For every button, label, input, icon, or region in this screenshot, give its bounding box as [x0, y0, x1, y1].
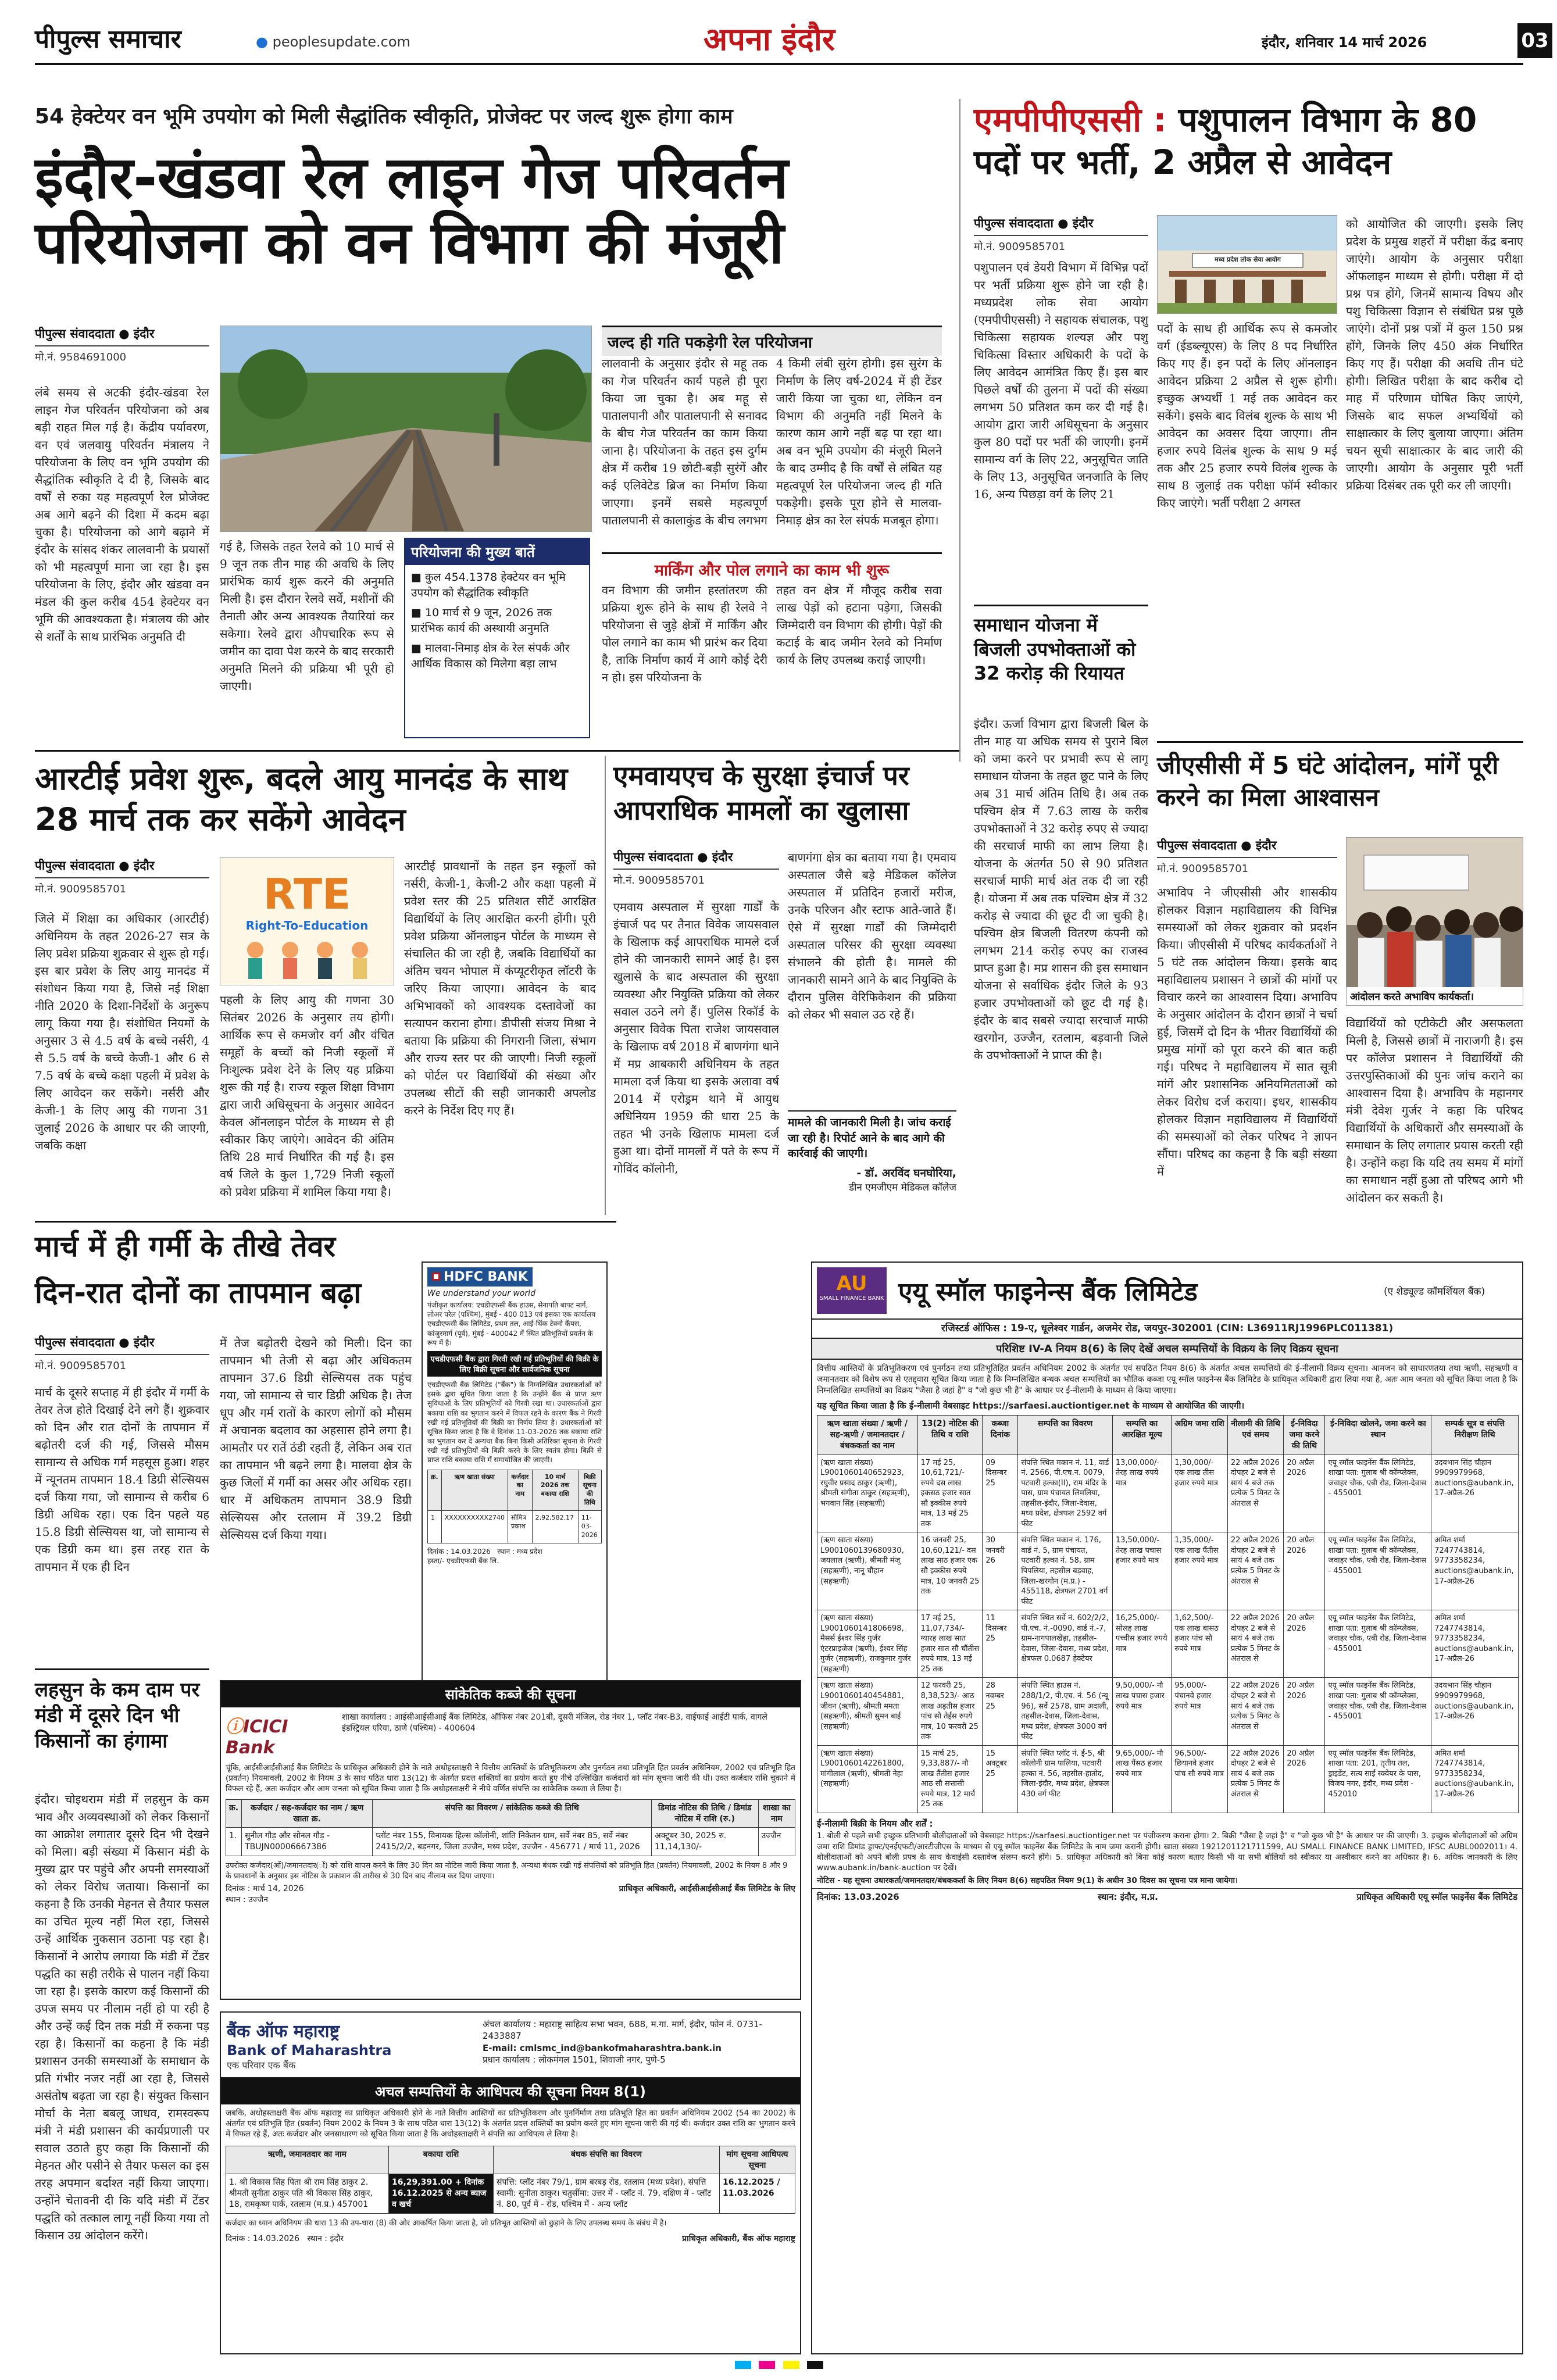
au-th: सम्पत्ति का आरक्षित मूल्य — [1112, 1415, 1172, 1455]
hdfc-title: एचडीएफसी बैंक द्वारा गिरवी रखी गई प्रतिभूतियों की बिक्री के लिए बिक्री सूचना और सार्वजनिक सूचना — [427, 1351, 602, 1377]
au-th: ई-निविदा खोलने, जमा करने का स्थान — [1325, 1415, 1431, 1455]
au-cell: अमित शर्मा 7247743814, 9773358234, auctions@aubank.in, 17-अप्रैल-26 — [1431, 1532, 1519, 1610]
au-logo-text: AU — [836, 1272, 867, 1295]
au-cell: 13,50,000/- तेरह लाख पचास हजार रुपये मात्र — [1112, 1532, 1172, 1610]
rail-col1: लंबे समय से अटकी इंदौर-खंडवा रेल लाइन गेज परिवर्तन परियोजना को अब बड़ी राहत मिल गई है। केंद्रीय पर्यावरण, वन एवं जलवायु परिवर्तन मंत्रालय ने परियोजना के लिए वन भूमि उपयोग की सैद्धांतिक स्वीकृति दे दी है, जिसके बाद वर्षों से रुका यह महत्वपूर्ण रेल प्रोजेक्ट अब आगे बढ़ने की दिशा में कदम बढ़ा चुका है। परियोजना को आगे बढ़ाने में इंदौर के सांसद शंकर लालवानी के प्रयासों को भी महत्वपूर्ण माना जा रहा है। इस परियोजना के लिए, इंदौर और खंडवा वन मंडल की कुल करीब 454 हेक्टेयर वन भूमि की आवश्यकता है। मंत्रालय की ओर से शर्तों के साथ प्रारंभिक अनुमति दी — [35, 385, 209, 644]
myh-byline-block — [613, 849, 779, 895]
rail-sub2-col1: वन विभाग की जमीन हस्तांतरण की प्रक्रिया शुरू होने के साथ ही रेलवे ने परियोजना से जुड़े क्षेत्रों में मार्किंग और पोल लगाने का काम भी प्रारंभ कर दिया है, ताकि निर्माण कार्य में आगे कोई देरी न हो। इस परियोजना के — [602, 583, 767, 684]
rail-sub2-title: मार्किंग और पोल लगाने का काम भी शुरू — [602, 552, 942, 585]
hdfc-body: एचडीएफसी बैंक लिमिटेड ("बैंक") के निम्नलिखित उधारकर्ताओं को इसके द्वारा सूचित किया जाता है कि उन्होंने बैंक से प्राप्त ऋण सुविधाओं के लिए प्रतिभूतियों को गिरवी रखा था। उधारकर्ताओं द्वारा बकाया राशि का भुगतान करने में विफल रहने के कारण बैंक ने गिरवी रखी गई प्रतिभूतियों की बिक्री का निर्णय लिया है। उधारकर्ताओं को सूचित किया जाता है कि वे दिनांक 11-03-2026 तक बकाया राशि का भुगतान कर दें अन्यथा बैंक बिना किसी अतिरिक्त सूचना के गिरवी रखी गई प्रतिभूतियों की बिक्री करने के लिए स्वतंत्र होगा। बिक्री से प्राप्त राशि बकाया राशि में समायोजित की जाएगी। — [427, 1380, 602, 1464]
rail-facts-box — [404, 538, 590, 738]
au-cell: 16 जनवरी 25, 10,60,121/- दस लाख साठ हजार एक सौ इक्कीस रुपये मात्र, 10 जनवरी 25 तक — [917, 1532, 983, 1610]
au-cell: (ऋण खाता संख्या) L9001060140652923, रघुवीर प्रसाद ठाकुर (ऋणी), श्रीमती संगीता ठाकुर (सहऋणी), भगवान सिंह (सहऋणी) — [817, 1455, 918, 1532]
samadhan-headline: समाधान योजना में बिजली उपभोक्ताओं को 32 करोड़ की रियायत — [974, 614, 1136, 685]
au-cell: 11 दिसम्बर 25 — [983, 1610, 1018, 1678]
hdfc-th: 10 मार्च 2026 तक बकाया राशि — [532, 1470, 578, 1510]
paper-name: पीपुल्स समाचार — [35, 24, 181, 54]
au-cell: 30 जनवरी 26 — [983, 1532, 1018, 1610]
bom-table — [226, 2146, 795, 2214]
au-cell: संपत्ति स्थित सर्वे नं. 602/2/2, पी.एच. नं.-0090, वार्ड नं.-7, ग्राम-नागपालखेड़ा, तहसील-देवास, जिला-देवास, मध्य प्रदेश, क्षेत्रफल 0.0687 हेक्टेयर — [1018, 1610, 1113, 1678]
au-cell: 22 अप्रैल 2026 दोपहर 2 बजे से सायं 4 बजे तक प्रत्येक 5 मिनट के अंतराल से — [1227, 1678, 1283, 1745]
bom-body: जबकि, अधोहस्ताक्षरी बैंक ऑफ महाराष्ट्र का प्राधिकृत अधिकारी होने के नाते वित्तीय आस्तियों का प्रतिभूतिकरण और पुनर्निर्माण तथा प्रतिभूति हित का प्रवर्तन अधिनियम 2002 (54 का 2002) के अंतर्गत एवं प्रतिभूति हित (प्रवर्तन) नियम 2002 के नियम 3 के साथ पठित धारा 13(12) के अंतर्गत प्रदत्त शक्तियों का प्रयोग करते हुए मांग सूचना जारी की गई थी। कर्जदार उक्त राशि का भुगतान करने में विफल रहे हैं, अतः कर्जदार और जनसाधारण को सूचित किया जाता है कि अधोहस्ताक्षरी ने संपत्ति का आधिपत्य ले लिया है। — [226, 2109, 795, 2139]
hdfc-th: ऋण खाता संख्या — [441, 1470, 508, 1510]
myh-col1: एमवाय अस्पताल में सुरक्षा गार्डों के इंचार्ज पद पर तैनात विवेक जायसवाल के खिलाफ कई आपराधिक मामले दर्ज होने की जानकारी सामने आई है। इस खुलासे के बाद अस्पताल की सुरक्षा व्यवस्था और नियुक्ति प्रक्रिया को लेकर सवाल उठने लगे हैं। पुलिस रिकॉर्ड के अनुसार विवेक पिता राजेश जायसवाल के खिलाफ वर्ष 2018 में बाणगंगा थाने में मप्र आबकारी अधिनियम के तहत मामला दर्ज किया था इसके अलावा वर्ष 2014 में एरोड्रम थाने में आयुध अधिनियम 1959 की धारा 25 के तहत भी उनके खिलाफ मामला दर्ज हुआ था। दोनों मामलों में पते के रूप में गोविंद कॉलोनी, — [613, 900, 779, 1175]
hdfc-tagline: We understand your world — [427, 1289, 535, 1298]
bom-th: बंधक संपत्ति का विवरण — [494, 2146, 720, 2174]
au-th: सम्पत्ति का विवरण — [1018, 1415, 1113, 1455]
heat-top-rule — [35, 1221, 616, 1223]
rail-headline: इंदौर-खंडवा रेल लाइन गेज परिवर्तन परियोजना को वन विभाग की मंजूरी — [35, 144, 788, 277]
au-sign: प्राधिकृत अधिकारी एयू स्मॉल फाइनेंस बैंक लिमिटेड — [1356, 1892, 1517, 1903]
hdfc-sign: हस्ता/- एचडीएफसी बैंक लि. — [427, 1556, 499, 1565]
au-cell: अमित शर्मा 7247743814, 9773358234, auctions@aubank.in, 17-अप्रैल-26 — [1431, 1745, 1519, 1813]
au-title: एयू स्मॉल फाइनेन्स बैंक लिमिटेड — [898, 1277, 1198, 1307]
heat-byline: पीपुल्स संवाददाता ● इंदौर — [35, 1334, 209, 1355]
au-cell: 20 अप्रैल 2026 — [1284, 1610, 1325, 1678]
table-row: 1. श्री विकास सिंह पिता श्री राम सिंह ठाकुर 2. श्रीमती सुनीता ठाकुर पति श्री विकास सिंह ठाकुर, 18, रामकृष्ण पार्क, रतलाम (म.प्र.) 457001 16,29,391.00 + दिनांक 16.12.2025 से अन्य ब्याज व खर्च संपत्ति: प्लॉट नंबर 79/1, ग्राम बरबड़ रोड, रतलाम (मध्य प्रदेश), संपत्ति स्वामी: सुनीता ठाकुर। चतुर्सीमा: उत्तर में - प्लॉट नं. 79, दक्षिण में - प्लॉट नं. 80, पूर्व में - रोड, पश्चिम में - अन्य प्लॉट 16.12.2025 / 11.03.2026 — [226, 2174, 795, 2214]
hdfc-th: बिक्री सूचना की तिथि — [578, 1470, 601, 1510]
au-cell: (ऋण खाता संख्या) L9001060141806698, मैसर्स ईश्वर सिंह गुर्जर एंटरप्राइजेज (ऋणी), ईश्वर सिंह गुर्जर (सहऋणी), राजकुमार गुर्जर (सहऋणी) — [817, 1610, 918, 1678]
icici-table — [226, 1799, 795, 1857]
rail-byline: पीपुल्स संवाददाता ● इंदौर — [35, 326, 209, 346]
heat-col1: मार्च के दूसरे सप्ताह में ही इंदौर में गर्मी के तेवर तेज होते दिखाई देने लगे हैं। शुक्रवार को दिन और रात दोनों के तापमान में बढ़ोतरी दर्ज की गई, जिससे मौसम सामान्य से अधिक गर्म महसूस हुआ। शहर में न्यूनतम तापमान 18.4 डिग्री सेल्सियस दर्ज किया गया, जो सामान्य से करीब 6 डिग्री अधिक रहा। एक दिन पहले यह 15.8 डिग्री सेल्सियस था, जो सामान्य से एक डिग्री कम था। इस तरह रात के तापमान में एक ही दिन — [35, 1385, 209, 1574]
au-cell: उदयभान सिंह चौहान 9909979968, auctions@aubank.in, 17-अप्रैल-26 — [1431, 1455, 1519, 1532]
au-intro: वित्तीय आस्तियों के प्रतिभूतिकरण एवं पुनर्गठन तथा प्रतिभूतिहित प्रवर्तन अधिनियम 2002 के अंतर्गत एवं सपठित नियम 8(6) के अंतर्गत अचल सम्पत्तियों की ई-नीलामी विक्रय सूचना। आमजन को साधारणतया तथा ऋणी, सहऋणी व जमानतदार को विशेष रूप से एतद्द्वारा सूचित किया जाता है कि निम्नलिखित बन्धक अचल सम्पत्तियों का भौतिक कब्जा एयू स्मॉल फाइनेन्स बैंक लिमिटेड के प्राधिकृत अधिकारी द्वारा लिया गया है, अतः आम जनता को सूचित किया जाता है कि निम्नलिखित सम्पत्तियों का विक्रय "जैसा है जहां है" व "जो कुछ भी है" के आधार पर ई-नीलामी के माध्यम से किया जाएगा। — [817, 1363, 1517, 1395]
au-cell: (ऋण खाता संख्या) L9001060139680930, जयलाल (ऋणी), श्रीमती मंजू (सहऋणी), नानू चौहान (सहऋणी) — [817, 1532, 918, 1610]
gsits-byline: पीपुल्स संवाददाता ● इंदौर — [1157, 837, 1337, 858]
table-row — [817, 1610, 1519, 1678]
icici-i-icon: ⓘ — [226, 1717, 243, 1737]
au-place: स्थान: इंदौर, म.प्र. — [1098, 1892, 1158, 1903]
hdfc-office: पंजीकृत कार्यालय: एचडीएफसी बैंक हाउस, सेनापति बापट मार्ग, लोअर परेल (पश्चिम), मुंबई - 400 013 एवं इसका एक कार्यालय एचडीएफसी बैंक लिमिटेड, प्रथम तल, आई-थिंक टेक्नो कैंपस, कांजुरमार्ग (पूर्व), मुंबई - 400042 में स्थित प्रतिभूतियों प्रवर्तन के रूप में है। — [427, 1301, 596, 1347]
gsits-headline: जीएसीसी में 5 घंटे आंदोलन, मांगें पूरी करने का मिला आश्वासन — [1157, 751, 1499, 812]
icici-branch: शाखा कार्यालय : आईसीआईसीआई बैंक लिमिटेड, ऑफिस नंबर 201बी, दूसरी मंजिल, रोड नंबर 1, प्लॉट नंबर-B3, वाईफाई आईटी पार्क, वागले इंडस्ट्रियल एरिया, ठाणे (पश्चिम) - 400604 — [342, 1713, 767, 1733]
au-cell: 15 मार्च 25, 9,33,887/- नौ लाख तैंतीस हजार आठ सौ सत्तासी रुपये मात्र, 12 मार्च 25 तक — [917, 1745, 983, 1813]
magenta-swatch — [759, 2361, 775, 2369]
rail-sub2-col2: तहत वन क्षेत्र में मौजूद करीब सवा लाख पेड़ों को हटाना पड़ेगा, जिसकी जिम्मेदारी वन विभाग की होगी। पेड़ों की कटाई के बाद जमीन रेलवे को निर्माण कार्य के लिए उपलब्ध कराई जाएगी। — [776, 583, 942, 667]
au-warning: नोटिस - यह सूचना उधारकर्ता/जमानतदार/बंधककर्ता के लिए नियम 8(6) सहपठित नियम 9(1) के अधीन 30 दिवस का सूचना पत्र माना जायेगा। — [817, 1876, 1238, 1886]
heat-headline-2: दिन-रात दोनों का तापमान बढ़ा — [35, 1276, 362, 1310]
print-color-strip — [35, 2360, 1523, 2372]
table-row — [817, 1532, 1519, 1610]
au-th: ई-निविदा जमा करने की तिथि — [1284, 1415, 1325, 1455]
au-cell: 95,000/- पंचानवे हजार रुपये मात्र — [1172, 1678, 1227, 1745]
hdfc-date: दिनांक : 14.03.2026 — [427, 1547, 491, 1556]
hdfc-place: स्थान : मध्य प्रदेश — [497, 1547, 542, 1556]
icici-logo — [226, 1712, 342, 1758]
au-cell: 96,500/- छियानवे हजार पांच सौ रुपये मात्र — [1172, 1745, 1227, 1813]
au-regd: रजिस्टर्ड ऑफिस : 19-ए, धूलेश्वर गार्डन, अजमेर रोड, जयपुर-302001 (CIN: L36911RJ1996PLC011381) — [941, 1323, 1394, 1334]
au-cell: 20 अप्रैल 2026 — [1284, 1532, 1325, 1610]
au-cell: 15 अक्टूबर 25 — [983, 1745, 1018, 1813]
heat-headline-1: मार्च में ही गर्मी के तीखे तेवर — [35, 1230, 335, 1263]
mppsc-byline-block — [974, 215, 1148, 262]
icici-note: उपरोक्त कर्जदार(ओं)/जमानतदार(ों) को राशि वापस करने के लिए 30 दिन का नोटिस जारी किया जाता है, अन्यथा बंधक रखी गई संपत्तियों को प्रतिभूति हित (प्रवर्तन) नियमावली, 2002 के नियम 8 और 9 के प्रावधानों के अनुसार इस नोटिस के प्रकाशन की तारीख से 30 दिन बाद नीलाम कर दिया जाएगा। — [226, 1861, 788, 1881]
cyan-swatch — [735, 2361, 751, 2369]
icici-footer — [221, 1881, 800, 1908]
website-text: peoplesupdate.com — [272, 34, 410, 50]
mppsc-col2: पदों के साथ ही आर्थिक रूप से कमजोर वर्ग (ईडब्ल्यूएस) के लिए 8 पद निर्धारित किए गए हैं। इन पदों के लिए ऑनलाइन आवेदन प्रक्रिया 2 अप्रैल से शुरू होगी। इच्छुक अभ्यर्थी 1 मई तक आवेदन कर सकेंगे। इसके बाद विलंब शुल्क के साथ भी आवेदन का अवसर दिया जाएगा। तीन हजार रुपये विलंब शुल्क के साथ 9 मई तक और 25 हजार रुपये विलंब शुल्क के साथ 8 जुलाई तक परीक्षा फॉर्म स्वीकार किए जाएंगे। भर्ती परीक्षा 2 अगस्त — [1157, 321, 1337, 510]
column-divider — [959, 99, 960, 762]
bom-tag: एक परिवार एक बैंक — [227, 2060, 296, 2071]
hdfc-th: क्र. — [428, 1470, 442, 1510]
garlic-top-rule — [35, 1668, 209, 1670]
children-icon — [220, 932, 394, 985]
au-cell: 9,65,000/- नौ लाख पैंसठ हजार रुपये मात्र — [1112, 1745, 1172, 1813]
au-cell: 1,30,000/- एक लाख तीस हजार रुपये मात्र — [1172, 1455, 1227, 1532]
au-cell: 20 अप्रैल 2026 — [1284, 1745, 1325, 1813]
icici-date: दिनांक : मार्च 14, 2026 — [226, 1884, 304, 1894]
rail-facts-title: परियोजना की मुख्य बातें — [405, 539, 589, 565]
rte-col2: आरटीई प्रावधानों के तहत इन स्कूलों को नर्सरी, केजी-1, केजी-2 और कक्षा पहली में प्रवेश स्तर की 25 प्रतिशत सीटें आरक्षित विद्यार्थियों के लिए आरक्षित करनी होंगी। पूरी प्रवेश प्रक्रिया ऑनलाइन पोर्टल के माध्यम से संचालित की जा रही है, जबकि विद्यार्थियों का अंतिम चयन भोपाल में कंप्यूटरीकृत लॉटरी के जरिए किया जाएगा। आवेदन के बाद अभिभावकों को आवश्यक दस्तावेजों का सत्यापन कराना होगा। डीपीसी संजय मिश्रा ने बताया कि प्रक्रिया की निगरानी जिला, संभाग और राज्य स्तर पर की जाएगी। निजी स्कूलों को पोर्टल पर विद्यार्थियों की संख्या और उपलब्ध सीटों की सही जानकारी अपलोड करने के निर्देश दिए गए हैं। — [404, 859, 596, 1117]
au-footer — [812, 1888, 1522, 1905]
mppsc-headline-red: एमपीपीएससी : — [974, 100, 1167, 140]
au-cell: (ऋण खाता संख्या) L9001060140454881, जीवन (ऋणी), श्रीमती ममता (सहऋणी), श्रीमती सुमन बाई (सहऋणी) — [817, 1678, 918, 1745]
au-cell: 16,25,000/- सोलह लाख पच्चीस हजार रुपये मात्र — [1112, 1610, 1172, 1678]
au-cell: 20 अप्रैल 2026 — [1284, 1455, 1325, 1532]
au-th: नीलामी की तिथि एवं समय — [1227, 1415, 1283, 1455]
table-row: 1 XXXXXXXXXX2740 सौमित्र प्रकाश 2,92,582.17 11-03-2026 — [428, 1511, 602, 1543]
au-terms-title: ई-नीलामी बिक्री के नियम और शर्तें : — [817, 1818, 933, 1829]
au-logo-sub: SMALL FINANCE BANK — [819, 1295, 884, 1302]
myh-quote-by: - डॉ. अरविंद घनघोरिया, — [856, 1166, 956, 1180]
yellow-swatch — [783, 2361, 799, 2369]
masthead — [35, 19, 1549, 65]
mppsc-headline-text: पशुपालन विभाग के 80 पदों पर भर्ती, 2 अप्रैल से आवेदन — [974, 100, 1477, 182]
mppsc-headline — [974, 99, 1526, 183]
au-th: ऋण खाता संख्या / ऋणी / सह-ऋणी / जमानतदार / बंधककर्ता का नाम — [817, 1415, 918, 1455]
au-cell: 20 अप्रैल 2026 — [1284, 1678, 1325, 1745]
gsits-top-rule — [1157, 741, 1523, 743]
rte-logo-image — [220, 857, 394, 985]
au-cell: 22 अप्रैल 2026 दोपहर 2 बजे से सायं 4 बजे तक प्रत्येक 5 मिनट के अंतराल से — [1227, 1610, 1283, 1678]
bom-date: दिनांक : 14.03.2026 — [226, 2234, 299, 2243]
rail-sub1-title: जल्द ही गति पकड़ेगी रेल परियोजना — [602, 326, 942, 356]
au-cell: 17 मई 25, 11,07,734/- ग्यारह लाख सात हजार सात सौ चौंतीस रुपये मात्र, 13 मई 25 तक — [917, 1610, 983, 1678]
rail-byline-block — [35, 326, 209, 372]
gsits-col1: अभाविप ने जीएसीसी और शासकीय होलकर विज्ञान महाविद्यालय की विभिन्न समस्याओं को लेकर शुक्रवार को प्रदर्शन किया। जीएसीसी में परिषद कार्यकर्ताओं ने 5 घंटे तक आंदोलन किया। इसके बाद महाविद्यालय प्रशासन ने छात्रों की मांगों पर विचार करने का आश्वासन दिया। अभाविप के अनुसार आंदोलन के दौरान छात्रों ने चर्चा हुई, जिसमें दो दिन के भीतर विद्यार्थियों की प्रमुख मांगों को पूरा करने की बात कही गई। परिषद ने महाविद्यालय में सात सूत्री मांगें और प्रशासनिक अनियमितताओं को लेकर विरोध दर्ज कराया। इधर, शासकीय होलकर विज्ञान महाविद्यालय में विद्यार्थियों की समस्याओं को लेकर परिषद ने ज्ञापन सौंपा। परिषद का कहना है कि बड़ी संख्या में — [1157, 885, 1337, 1178]
au-date: दिनांक: 13.03.2026 — [817, 1892, 899, 1903]
bom-footer — [221, 2231, 800, 2247]
samadhan-body: इंदौर। ऊर्जा विभाग द्वारा बिजली बिल के तीन माह या अधिक समय से पुराने बिल को जमा करने पर प्रभावी रूप से लागू समाधान योजना के तहत छूट पाने के लिए अब 31 मार्च अंतिम तिथि है। अब तक पश्चिम क्षेत्र में 7.63 लाख के करीब उपभोक्ताओं ने 32 करोड़ रुपए से ज्यादा की सरचार्ज माफी का लाभ लिया है। योजना के अंतर्गत 50 से 90 प्रतिशत सरचार्ज माफी मार्च अंत तक दी जा रही है। योजना में अब तक पश्चिम क्षेत्र में 32 करोड़ से ज्यादा की छूट दी जा चुकी है। पश्चिम क्षेत्र बिजली वितरण कंपनी को लगभग 214 करोड़ रुपए का राजस्व प्राप्त हुआ है। मप्र शासन की इस समाधान योजना से सर्वाधिक इंदौर जिले के 93 हजार उपभोक्ताओं को छूट दी गई है। इंदौर के बाद सबसे ज्यादा सरचार्ज माफी खरगोन, उज्जैन, रतलाम, बड़वानी जिले के उपभोक्ताओं ने प्राप्त की है। — [974, 717, 1148, 1062]
rte-byline-block — [35, 857, 209, 904]
icici-th: संपत्ति का विवरण / सांकेतिक कब्जे की तिथि — [373, 1799, 652, 1828]
dateline: इंदौर, शनिवार 14 मार्च 2026 — [1262, 34, 1427, 51]
au-cell: अमित शर्मा 7247743814, 9773358234, auctions@aubank.in, 17-अप्रैल-26 — [1431, 1610, 1519, 1678]
bom-note: कर्जदार का ध्यान अधिनियम की धारा 13 की उप-धारा (8) की ओर आकर्षित किया जाता है, जो प्रतिभूत आस्तियों को छुड़ाने के लिए उपलब्ध समय के संबंध में है। — [226, 2219, 667, 2228]
bom-head: प्रधान कार्यालय : लोकमंगल 1501, शिवाजी नगर, पुणे-5 — [483, 2054, 666, 2065]
rte-mobile: मो.नं. 9009585701 — [35, 883, 127, 895]
bom-logo — [221, 2013, 477, 2077]
icici-th: शाखा का नाम — [758, 1799, 795, 1828]
table-row — [817, 1455, 1519, 1532]
myh-headline: एमवायएच के सुरक्षा इंचार्ज पर आपराधिक मामलों का खुलासा — [613, 760, 909, 826]
icici-th: डिमांड नोटिस की तिथि / डिमांड नोटिस में राशि (रु.) — [652, 1799, 759, 1828]
mppsc-mobile: मो.नं. 9009585701 — [974, 241, 1066, 253]
bom-email: E-mail: cmlsmc_ind@bankofmaharashtra.bank.in — [483, 2042, 722, 2053]
mppsc-photo-sign: मध्य प्रदेश लोक सेवा आयोग — [1215, 256, 1281, 263]
rte-col1-bottom: पहली के लिए आयु की गणना 30 सितंबर 2026 के अनुसार तय होगी। आर्थिक रूप से कमजोर वर्ग और वंचित समूहों के बच्चों को निजी स्कूलों में निःशुल्क प्रवेश देने के लिए यह प्रक्रिया शुरू की गई है। राज्य स्कूल शिक्षा विभाग द्वारा जारी अधिसूचना के अनुसार आवेदन केवल ऑनलाइन पोर्टल के माध्यम से ही स्वीकार किए जाएंगे। आवेदन की अंतिम तिथि 28 मार्च निर्धारित की गई है। इस वर्ष जिले के कुल 1,729 निजी स्कूलों को प्रवेश प्रक्रिया में शामिल किया गया है। — [220, 993, 394, 1199]
myh-quote: मामले की जानकारी मिली है। जांच कराई जा रही है। रिपोर्ट आने के बाद आगे की कार्रवाई की जाएगी। — [788, 1116, 951, 1160]
myh-quote-box — [788, 1110, 956, 1212]
heat-byline-block — [35, 1334, 209, 1381]
mppsc-col1: पशुपालन एवं डेयरी विभाग में विभिन्न पदों पर भर्ती प्रक्रिया शुरू होने जा रही है। मध्यप्रदेश लोक सेवा आयोग (एमपीपीएससी) ने सहायक संचालक, पशु चिकित्सा सहायक शल्यज्ञ और पशु चिकित्सा विस्तार अधिकारी के पदों के लिए आवेदन आमंत्रित किए हैं। इस बार पिछले वर्षों की तुलना में पदों की संख्या लगभग 50 प्रतिशत कम कर दी गई है। आयोग द्वारा जारी अधिसूचना के अनुसार कुल 80 पदों पर भर्ती की जाएगी। इनमें सामान्य वर्ग के लिए 22, अनुसूचित जाति के लिए 13, अनुसूचित जनजाति के लिए 16, अन्य पिछड़ा वर्ग के लिए 21 — [974, 260, 1148, 501]
website-link[interactable] — [256, 34, 410, 50]
mppsc-byline: पीपुल्स संवाददाता ● इंदौर — [974, 215, 1148, 236]
au-th: कब्जा दिनांक — [983, 1415, 1018, 1455]
bom-th: बकाया राशि — [389, 2146, 494, 2174]
myh-mobile: मो.नं. 9009585701 — [613, 874, 705, 887]
bom-th: ऋणी, जमानतदार का नाम — [226, 2146, 389, 2174]
au-cell: एयू स्मॉल फाइनेंस बैंक लिमिटेड, शाखा पता: 201, तृतीय तल, ड्राइडेंट, सत्य साईं स्क्वेयर के पास, विजय नगर, इंदौर, मध्य प्रदेश - 452010 — [1325, 1745, 1431, 1813]
section-name: अपना इंदौर — [703, 21, 835, 58]
gsits-mobile: मो.नं. 9009585701 — [1157, 863, 1249, 875]
au-cell: 22 अप्रैल 2026 दोपहर 2 बजे से सायं 4 बजे तक प्रत्येक 5 मिनट के अंतराल से — [1227, 1745, 1283, 1813]
rail-fact-item: ■ मालवा-निमाड़ क्षेत्र के रेल संपर्क और आर्थिक विकास को मिलेगा बड़ा लाभ — [411, 642, 570, 670]
bom-place: स्थान : इंदौर — [307, 2234, 344, 2243]
hdfc-table — [427, 1470, 602, 1543]
au-notice-title: परिशिष्ट IV-A नियम 8(6) के लिए देखें अचल सम्पत्तियों के विक्रय के लिए विक्रय सूचना — [812, 1338, 1522, 1360]
bom-bank-hi: बैंक ऑफ महाराष्ट्र — [227, 2021, 340, 2042]
mid-top-rule — [35, 750, 959, 752]
au-cell: संपत्ति स्थित हाउस नं. 288/1/2, पी.एच. नं. 56 (न्यू 96), सर्वे 2578, ग्राम अदाली, तहसील-देवास, जिला-देवास, मध्य प्रदेश, क्षेत्रफल 3000 वर्ग फीट — [1018, 1678, 1113, 1745]
black-swatch — [807, 2361, 823, 2369]
gsits-col2: विद्यार्थियों को एटीकेटी और असफलता मिली है, जिससे छात्रों में नाराजगी है। इस पर कॉलेज प्रशासन ने विद्यार्थियों की उत्तरपुस्तिकाओं की पुनः जांच कराने का आश्वासन दिया है। अभाविप के महानगर मंत्री देवेश गुर्जर ने कहा कि परिषद विद्यार्थियों के अधिकारों और समस्याओं के समाधान के लिए लगातार प्रयास करती रही है। उन्होंने कहा कि यदि तय समय में मांगों का समाधान नहीं हुआ तो परिषद आगे भी आंदोलन कर सकती है। — [1346, 1016, 1523, 1205]
table-row: 1. सुनील गौड़ और सोनल गौड़ - TBUJN00006667386 प्लॉट नंबर 155, विनायक हिल्स कॉलोनी, शांति निकेतन ग्राम, सर्वे नंबर 85, सर्वे नंबर 2415/2/2, बड़नगर, जिला उज्जैन, मध्य प्रदेश, उज्जैन - 456771 / मार्च 11, 2026 अक्टूबर 30, 2025 रु. 11,14,130/- उज्जैन — [226, 1828, 795, 1856]
table-row — [817, 1678, 1519, 1745]
gsits-photo-caption: आंदोलन करते अभाविप कार्यकर्ता। — [1347, 987, 1523, 1005]
rte-byline: पीपुल्स संवाददाता ● इंदौर — [35, 857, 209, 878]
bom-th: मांग सूचना आधिपत्य सूचना — [720, 2146, 795, 2174]
icici-body: चूंकि, आईसीआईसीआई बैंक लिमिटेड के प्राधिकृत अधिकारी होने के नाते अधोहस्ताक्षरी ने वित्तीय आस्तियों के प्रतिभूतिकरण और पुनर्गठन तथा प्रतिभूति हित प्रवर्तन अधिनियम, 2002 एवं प्रतिभूति हित (प्रवर्तन) नियमावली, 2002 के नियम 3 के साथ पठित धारा 13(12) के अंतर्गत प्रदत्त शक्तियों का प्रयोग करते हुए नीचे उल्लिखित कर्जदारों को मांग सूचना जारी की थी। उक्त कर्जदार राशि चुकाने में विफल रहे हैं, अतः कर्जदार और आम जनता को सूचित किया जाता है कि अधोहस्ताक्षरी ने नीचे वर्णित संपत्ति का सांकेतिक कब्जा ले लिया है। — [226, 1763, 795, 1794]
icici-place: स्थान : उज्जैन — [226, 1895, 268, 1905]
au-site: यह सूचित किया जाता है कि ई-नीलामी वेबसाइट https://sarfaesi.auctiontiger.net के माध्यम से आयोजित की जाएगी। — [817, 1400, 1245, 1411]
bom-title: अचल सम्पत्तियों के आधिपत्य की सूचना नियम 8(1) — [221, 2078, 800, 2104]
icici-th: कर्जदार / सह-कर्जदार का नाम / ऋण खाता क्र. — [242, 1799, 373, 1828]
bom-bank-en: Bank of Maharashtra — [227, 2042, 392, 2059]
icici-notice — [220, 1680, 801, 2000]
rail-col2: गई है, जिसके तहत रेलवे को 10 मार्च से 9 जून तक तीन माह की अवधि के लिए प्रारंभिक कार्य शुरू करने की अनुमति मिली है। इस दौरान रेलवे सर्वे, मशीनों की तैनाती और अन्य आवश्यक तैयारियां कर सकेगा। रेलवे द्वारा औपचारिक रूप से जमीन का दावा पेश करने के बाद सरकारी अनुमति मिलने की प्रक्रिया भी पूरी हो जाएगी। — [220, 539, 394, 693]
au-cell: 09 दिसम्बर 25 — [983, 1455, 1018, 1532]
au-th: 13(2) नोटिस की तिथि व राशि — [917, 1415, 983, 1455]
au-cell: संपत्ति स्थित प्लॉट नं. ई-5, श्री कॉलोनी ग्राम पालिया, पटवारी हल्का नं. 56, तहसील-हातोद, जिला-इंदौर, मध्य प्रदेश, क्षेत्रफल 430 वर्ग फीट — [1018, 1745, 1113, 1813]
page-number: 03 — [1517, 23, 1552, 58]
au-cell: 13,00,000/- तेरह लाख रुपये मात्र — [1112, 1455, 1172, 1532]
table-row — [817, 1745, 1519, 1813]
rail-sub1-col1: लालवानी के अनुसार इंदौर से महू तक का गेज परिवर्तन कार्य पहले ही पूरा किया जा चुका है। अब महू से पातालपानी और पातालपानी से सनावद के बीच गेज परिवर्तन का काम किया जाना है। परियोजना के तहत इस दुर्गम क्षेत्र में करीब 19 छोटी-बड़ी सुरंगें और कई एलिवेटेड ब्रिज का निर्माण किया जाएगा। इनमें सबसे महत्वपूर्ण पातालपानी से कालाकुंड के बीच लगभग — [602, 356, 767, 527]
myh-byline: पीपुल्स संवाददाता ● इंदौर — [613, 849, 779, 870]
garlic-body: इंदौर। चोइथराम मंडी में लहसुन के कम भाव और अव्यवस्थाओं को लेकर किसानों का आक्रोश लगातार दूसरे दिन भी देखने को मिला। बड़ी संख्या में किसान मंडी के मुख्य द्वार पर पहुंचे और अपनी समस्याओं को लेकर विरोध जताया। किसानों का कहना है कि उनकी मेहनत से तैयार फसल का उचित मूल्य नहीं मिल रहा, जिससे उन्हें आर्थिक नुकसान उठाना पड़ रहा है। किसानों ने आरोप लगाया कि मंडी में टेंडर पद्धति का सही तरीके से पालन नहीं किया जा रहा है। इसके कारण कई किसानों की उपज समय पर नीलाम नहीं हो पा रही है और उन्हें कई दिन तक मंडी में रुकना पड़ रहा है। किसानों का कहना है कि मंडी प्रशासन उनकी समस्याओं के समाधान के प्रति गंभीर नजर नहीं आ रहा है, जिससे असंतोष बढ़ता जा रहा है। संयुक्त किसान मोर्चा के नेता बबलू जाधव, रामस्वरूप मंत्री ने मंडी प्रशासन की कार्यप्रणाली पर सवाल उठाते हुए कहा कि किसानों की मेहनत और पसीने से तैयार फसल का इस तरह अपमान बर्दाश्त नहीं किया जाएगा। उन्होंने चेतावनी दी कि यदि मंडी में टेंडर पद्धति को तत्काल लागू नहीं किया गया तो किसान उग्र आंदोलन करेंगे। — [35, 1792, 209, 2242]
hdfc-square-icon — [432, 1273, 440, 1281]
au-cell: एयू स्मॉल फाइनेंस बैंक लिमिटेड, शाखा पता: गुलाब श्री कॉम्प्लेक्स, जवाहर चौक, एबी रोड, जिला-देवास - 455001 — [1325, 1455, 1431, 1532]
mppsc-col3: को आयोजित की जाएगी। इसके लिए प्रदेश के प्रमुख शहरों में परीक्षा केंद्र बनाए जाएंगे। आयोग के अनुसार परीक्षा ऑफलाइन माध्यम से होगी। परीक्षा में दो प्रश्न पत्र होंगे, जिनमें सामान्य विषय और पशु चिकित्सा विज्ञान से संबंधित प्रश्न पूछे जाएंगे। दोनों प्रश्न पत्रों में कुल 150 प्रश्न होंगे, जिनके लिए 450 अंक निर्धारित किए गए हैं। परीक्षा की अवधि तीन घंटे होगी। लिखित परीक्षा के बाद करीब दो माह में परिणाम घोषित किए जाएंगे, जिसके बाद सफल अभ्यर्थियों को साक्षात्कार के लिए बुलाया जाएगा। अंतिम चयन सूची साक्षात्कार के बाद जारी की जाएगी। आयोग के अनुसार पूरी भर्ती प्रक्रिया दिसंबर तक पूरी कर ली जाएगी। — [1346, 217, 1523, 492]
rte-col1-top: जिले में शिक्षा का अधिकार (आरटीई) अधिनियम के तहत 2026-27 सत्र के लिए प्रवेश प्रक्रिया शुक्रवार से शुरू हो गई। इस बार प्रवेश के लिए आयु मानदंड में संशोधन किया गया है, जिसे नई शिक्षा नीति 2020 के दिशा-निर्देशों के अनुरूप लागू किया गया है। संशोधित नियमों के अनुसार 3 से 4.5 वर्ष के बच्चे नर्सरी, 4 से 5.5 वर्ष के बच्चे केजी-1 और 6 से 7.5 वर्ष के बच्चे कक्षा पहली में प्रवेश के लिए आवेदन कर सकेंगे। नर्सरी और केजी-1 के लिए आयु की गणना 31 जुलाई 2026 के आधार पर की जाएगी, जबकि कक्षा — [35, 912, 209, 1152]
bom-office: अंचल कार्यालय : महाराष्ट्र साहित्य सभा भवन, 688, म.गा. मार्ग, इंदौर, फोन नं. 0731-2433887 — [483, 2019, 763, 2042]
hdfc-logo — [427, 1267, 533, 1287]
au-terms: 1. बोली से पहले सभी इच्छुक प्रतिभागी बोलीदाताओं को वेबसाइट https://sarfaesi.auctiontiger.net पर पंजीकरण कराना होगा। 2. बिक्री "जैसा है जहां है" व "जो कुछ भी है" के आधार पर की जाएगी। 3. इच्छुक बोलीदाताओं को अग्रिम जमा राशि डिमांड ड्राफ्ट/एनईएफटी/आरटीजीएस के माध्यम से एयू स्मॉल फाइनेंस बैंक लिमिटेड के नाम जमा करानी होगी। खाता संख्या 1921201121711599, AU SMALL FINANCE BANK LIMITED, IFSC AUBL0002011। 4. बोलीदाताओं को अपने बोली प्रपत्र के साथ केवाईसी दस्तावेज संलग्न करने होंगे। 5. प्राधिकृत अधिकारी को बिना कोई कारण बताए किसी भी या सभी बोलियों को स्वीकार या अस्वीकार करने का अधिकार है। 6. अधिक जानकारी के लिए www.aubank.in/bank-auction पर देखें। — [817, 1831, 1517, 1872]
heat-col2: में तेज बढ़ोतरी देखने को मिली। दिन का तापमान भी तेजी से बढ़ा और अधिकतम तापमान 37.6 डिग्री सेल्सियस तक पहुंच गया, जो सामान्य से चार डिग्री अधिक है। तेज धूप और गर्म रातों के कारण लोगों को मौसम में अचानक बदलाव का अहसास होने लगा है। आमतौर पर रातें ठंडी रहती हैं, लेकिन अब रात का तापमान भी बढ़ने लगा है। मालवा क्षेत्र के कुछ जिलों में गर्मी का असर और अधिक रहा। धार में अधिकतम तापमान 38.9 डिग्री सेल्सियस और रतलाम में 39.2 डिग्री सेल्सियस दर्ज किया गया। — [220, 1336, 412, 1542]
icici-th: क्र. — [226, 1799, 242, 1828]
au-cell: 17 मई 25, 10,61,721/- रुपये दस लाख इकसठ हजार सात सौ इक्कीस रुपये मात्र, 13 मई 25 तक — [917, 1455, 983, 1532]
myh-quote-role: डीन एमजीएम मेडिकल कॉलेज — [848, 1181, 956, 1193]
hdfc-bank-name: HDFC BANK — [444, 1270, 528, 1284]
icici-sign: प्राधिकृत अधिकारी, आईसीआईसीआई बैंक लिमिटेड के लिए — [619, 1884, 795, 1894]
hdfc-notice — [422, 1262, 608, 1721]
au-notice — [811, 1262, 1523, 2354]
au-cell: 1,62,500/- एक लाख बासठ हजार पांच सौ रुपये मात्र — [1172, 1610, 1227, 1678]
au-cell: 9,50,000/- नौ लाख पचास हजार रुपये मात्र — [1112, 1678, 1172, 1745]
au-cell: संपत्ति स्थित मकान नं. 176, वार्ड नं. 5, ग्राम पंचायत, पटवारी हल्का नं. 58, ग्राम पिपलिया, तहसील बड़वाह, जिला-खरगोन (म.प्र.) - 455118, क्षेत्रफल 2701 वर्ग फीट — [1018, 1532, 1113, 1610]
rte-headline: आरटीई प्रवेश शुरू, बदले आयु मानदंड के साथ 28 मार्च तक कर सकेंगे आवेदन — [35, 760, 568, 838]
au-title-sub: (ए शेड्यूल्ड कॉमर्शियल बैंक) — [1384, 1285, 1485, 1298]
column-divider — [605, 756, 606, 1215]
rail-facts-list — [405, 565, 589, 677]
au-cell: एयू स्मॉल फाइनेंस बैंक लिमिटेड, शाखा पता: गुलाब श्री कॉम्प्लेक्स, जवाहर चौक, एबी रोड, जिला-देवास - 455001 — [1325, 1532, 1431, 1610]
globe-icon: ● — [256, 34, 268, 50]
bom-sign: प्राधिकृत अधिकारी, बैंक ऑफ महाराष्ट्र — [682, 2234, 795, 2243]
au-cell: संपत्ति स्थित मकान नं. 11, वार्ड नं. 2566, पी.एच.न. 0079, पटवारी हल्का(II), राम मंदिर के पास, ग्राम पंचायत लिमलिया, तहसील-इंदौर, जिला-देवास, मध्य प्रदेश, क्षेत्रफल 2592 वर्ग फीट — [1018, 1455, 1113, 1532]
rail-kicker: 54 हेक्टेयर वन भूमि उपयोग को मिली सैद्धांतिक स्वीकृति, प्रोजेक्ट पर जल्द शुरू होगा काम — [35, 105, 733, 128]
icici-title: सांकेतिक कब्जे की सूचना — [221, 1681, 800, 1707]
rail-mobile: मो.नं. 9584691000 — [35, 351, 127, 363]
au-cell: एयू स्मॉल फाइनेंस बैंक लिमिटेड, शाखा पता: गुलाब श्री कॉम्प्लेक्स, जवाहर चौक, एबी रोड, जिला-देवास - 455001 — [1325, 1678, 1431, 1745]
gsits-byline-block — [1157, 837, 1337, 884]
au-th: अग्रिम जमा राशि — [1172, 1415, 1227, 1455]
gsits-protest-image — [1347, 838, 1523, 989]
rte-badge: RTE — [263, 870, 351, 919]
au-cell: 12 फरवरी 25, 8,38,523/- आठ लाख अड़तीस हजार पांच सौ तेईस रुपये मात्र, 10 फरवरी 25 तक — [917, 1678, 983, 1745]
au-cell: एयू स्मॉल फाइनेंस बैंक लिमिटेड, शाखा पता: गुलाब श्री कॉम्प्लेक्स, जवाहर चौक, एबी रोड, जिला-देवास - 455001 — [1325, 1610, 1431, 1678]
hdfc-th: कर्जदार का नाम — [508, 1470, 533, 1510]
rte-badge-sub: Right-To-Education — [245, 919, 369, 932]
samadhan-top-rule — [974, 605, 1148, 606]
garlic-headline: लहसुन के कम दाम पर मंडी में दूसरे दिन भी किसानों का हंगामा — [35, 1678, 200, 1753]
au-logo — [817, 1267, 887, 1314]
bom-notice — [220, 2011, 801, 2354]
au-cell: उदयभान सिंह चौहान 9909979968, auctions@aubank.in, 17-अप्रैल-26 — [1431, 1678, 1519, 1745]
mppsc-building-image — [1158, 216, 1337, 314]
au-header-row — [817, 1415, 1519, 1455]
rail-sub1-col2: 4 किमी लंबी सुरंग होगी। इस सुरंग के निर्माण के लिए वर्ष-2024 में ही टेंडर जारी किया जा चुका था, लेकिन वन विभाग की अनुमति नहीं मिलने के कारण काम आगे नहीं बढ़ पा रहा था। अब वन भूमि उपयोग की मंजूरी मिलने के बाद उम्मीद है कि वर्षों से लंबित यह महत्वपूर्ण रेल परियोजना जल्द ही गति पकड़ेगी। इसके पूरा होने से मालवा-निमाड़ क्षेत्र का रेल संपर्क मजबूत होगा। — [776, 356, 942, 527]
au-cell: 28 नवम्बर 25 — [983, 1678, 1018, 1745]
au-cell: 1,35,000/- एक लाख पैंतीस हजार रुपये मात्र — [1172, 1532, 1227, 1610]
hdfc-footer — [427, 1547, 602, 1566]
myh-col2: बाणगंगा क्षेत्र का बताया गया है। एमवाय अस्पताल जैसे बड़े मेडिकल कॉलेज अस्पताल में प्रतिदिन हजारों मरीज, उनके परिजन और स्टाफ आते-जाते हैं। ऐसे में सुरक्षा गार्डों की जिम्मेदारी अस्पताल परिसर की सुरक्षा व्यवस्था संभालने की होती है। मामले की जानकारी सामने आने के बाद नियुक्ति के दौरान पुलिस वेरिफिकेशन की प्रक्रिया को लेकर भी सवाल उठ रहे हैं। — [788, 850, 956, 1021]
au-cell: 22 अप्रैल 2026 दोपहर 2 बजे से सायं 4 बजे तक प्रत्येक 5 मिनट के अंतराल से — [1227, 1455, 1283, 1532]
mppsc-building-photo — [1157, 215, 1337, 314]
rail-fact-item: ■ 10 मार्च से 9 जून, 2026 तक प्रारंभिक कार्य की अस्थायी अनुमति — [411, 606, 552, 635]
icici-bank-name: ICICI Bank — [226, 1717, 288, 1758]
gsits-protest-photo — [1346, 837, 1523, 1006]
au-th: सम्पर्क सूत्र व संपत्ति निरीक्षण तिथि — [1431, 1415, 1519, 1455]
rail-track-image — [220, 326, 592, 532]
rail-fact-item: ■ कुल 454.1378 हेक्टेयर वन भूमि उपयोग को सैद्धांतिक स्वीकृति — [411, 571, 566, 599]
au-cell: (ऋण खाता संख्या) L9001060142261800, मांगीलाल (ऋणी), श्रीमती नेहा (सहऋणी) — [817, 1745, 918, 1813]
au-table — [817, 1415, 1519, 1813]
heat-mobile: मो.नं. 9009585701 — [35, 1360, 127, 1372]
rail-track-photo — [220, 326, 592, 532]
au-cell: 22 अप्रैल 2026 दोपहर 2 बजे से सायं 4 बजे तक प्रत्येक 5 मिनट के अंतराल से — [1227, 1532, 1283, 1610]
